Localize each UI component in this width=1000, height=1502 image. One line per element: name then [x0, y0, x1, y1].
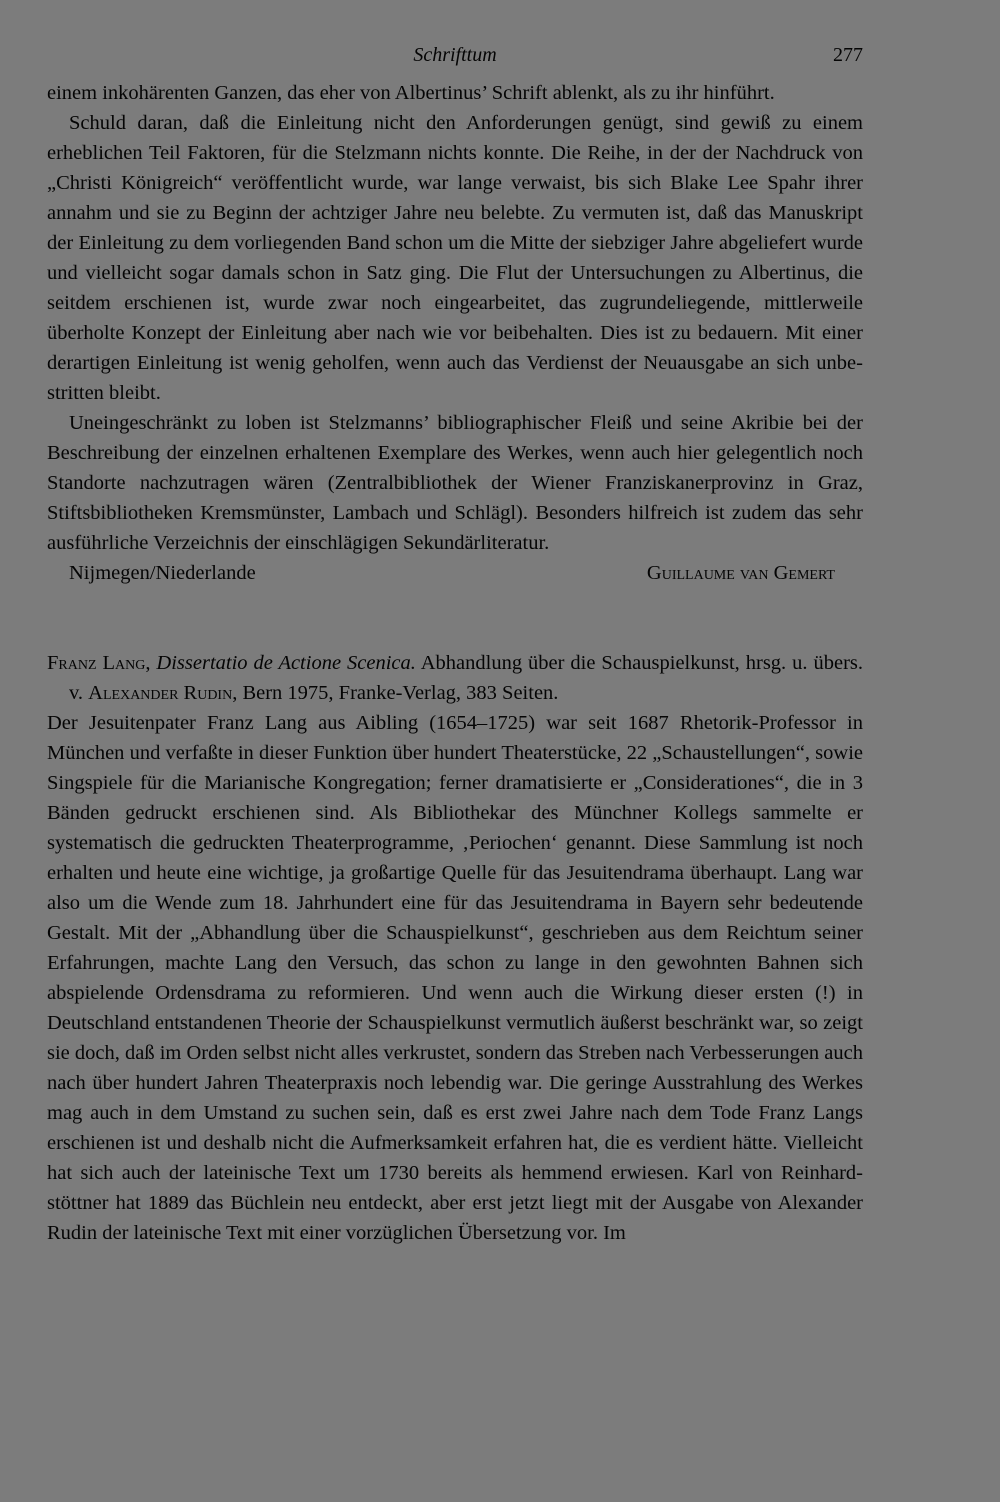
review-continuation	[47, 78, 863, 558]
entry-author: Franz Lang,	[47, 652, 151, 674]
paragraph: Der Jesuitenpater Franz Lang aus Aibling (1654–1725) war seit 1687 Rhetorik-Professor in München und verfaßte in dieser Funktion über hundert Theaterstücke, 22 „Schaustellungen“, sowie Singspiele für die Marianische Kongregation; ferner dramatisierte er „Considerationes“, die in 3 Bänden gedruckt erschienen sind. Als Bibliothekar des Münchner Kollegs sammelte er systematisch die gedruckten Theaterprogramme, ‚Periochen‘ genannt. Diese Sammlung ist noch erhalten und heute eine wichtige, ja großartige Quelle für das Jesuitendrama überhaupt. Lang war also um die Wende zum 18. Jahrhundert eine für das Jesuitendrama in Bayern sehr bedeutende Gestalt. Mit der „Abhandlung über die Schauspielkunst“, geschrieben aus dem Reichtum seiner Erfahrungen, machte Lang den Versuch, das schon zu lange in den gewohnten Bahnen sich abspielende Ordensdrama zu reformieren. Und wenn auch die Wirkung dieser ersten (!) in Deutschland entstandenen Theorie der Schauspielkunst vermutlich äußerst beschränkt war, so zeigt sie doch, daß im Orden selbst nicht alles verkrustet, sondern das Streben nach Verbesserungen auch nach über hundert Jahren Theaterpraxis noch lebendig war. Die geringe Ausstrahlung des Werkes mag auch in dem Umstand zu suchen sein, daß es erst zwei Jahre nach dem Tode Franz Langs erschienen ist und deshalb nicht die Aufmerksamkeit erfahren hat, die es verdient hätte. Vielleicht hat sich auch der lateinische Text um 1730 bereits als hemmend erwiesen. Karl von Reinhardstöttner hat 1889 das Büchlein neu entdeckt, aber erst jetzt liegt mit der Ausgabe von Alexander Rudin der lateinische Text mit einer vorzüglichen Übersetzung vor. Im	[47, 712, 863, 1244]
book-page	[47, 44, 863, 1248]
entry-title: Dissertatio de Actione Scenica.	[156, 652, 416, 674]
review-body	[47, 708, 863, 1248]
page-number: 277	[833, 44, 863, 66]
review-signature	[47, 558, 863, 588]
reviewer-name: Guillaume van Gemert	[646, 562, 835, 584]
entry-publication: Bern 1975, Franke-Verlag, 383 Seiten.	[242, 682, 559, 704]
entry-editor: Alexander Rudin,	[88, 682, 238, 704]
running-title: Schrifttum	[413, 44, 497, 66]
paragraph: Schuld daran, daß die Einleitung nicht den Anforderungen genügt, sind gewiß zu einem erheblichen Teil Faktoren, für die Stelzmann nichts konnte. Die Reihe, in der der Nachdruck von „Christi Königreich“ veröffentlicht wurde, war lange verwaist, bis sich Blake Lee Spahr ihrer annahm und sie zu Beginn der achtziger Jahre neu belebte. Zu vermuten ist, daß das Manuskript der Einleitung zu dem vorliegenden Band schon um die Mitte der siebziger Jahre abgeliefert wurde und vielleicht sogar damals schon in Satz ging. Die Flut der Untersuchungen zu Albertinus, die seitdem erschienen ist, wurde zwar noch eingearbeitet, das zugrundeliegende, mittlerweile überholte Konzept der Einleitung aber nach wie vor beibehalten. Dies ist zu bedauern. Mit einer derartigen Einleitung ist wenig geholfen, wenn auch das Verdienst der Neuausgabe an sich unbestritten bleibt.	[47, 112, 863, 404]
paragraph: einem inkohärenten Ganzen, das eher von Albertinus’ Schrift ablenkt, als zu ihr hinführt.	[47, 82, 775, 104]
reviewer-place: Nijmegen/Niederlande	[69, 562, 256, 584]
paragraph: Uneingeschränkt zu loben ist Stelzmanns’ bibliographischer Fleiß und seine Akribie bei der Beschreibung der einzelnen erhaltenen Exemplare des Werkes, wenn auch hier gelegentlich noch Standorte nachzutragen wären (Zentralbibliothek der Wiener Franziskanerprovinz in Graz, Stiftsbibliotheken Kremsmünster, Lambach und Schlägl). Besonders hilfreich ist zudem das sehr ausführliche Verzeichnis der einschlägigen Sekundärliteratur.	[47, 412, 863, 554]
bibliographic-entry	[47, 648, 863, 708]
entry-details: Abhandlung über die Schauspielkunst, hrsg. u. übers. v.	[69, 652, 864, 704]
running-head	[47, 44, 863, 78]
